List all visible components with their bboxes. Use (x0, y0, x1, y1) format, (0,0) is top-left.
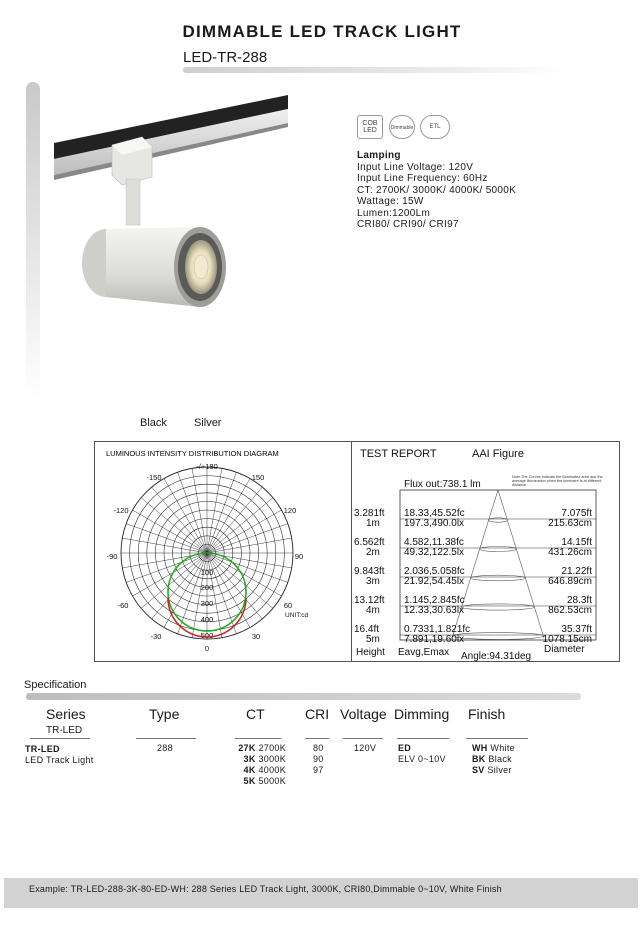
series-code: TR-LED (25, 744, 60, 754)
etl-listed-badge: ETL (420, 115, 450, 139)
report-dist-m: 1m (366, 518, 380, 529)
finish-option: SV Silver (472, 765, 512, 775)
angle-label-180: -/+180 (196, 462, 218, 471)
angle-label-120: 120 (283, 506, 297, 515)
test-report-note: Note:The Curves indicate the illuminated area and the average illumination when the luminaire is at different distance. (512, 475, 603, 487)
report-fc: 4.582,11.38fc (404, 537, 464, 548)
angle-label-60: 60 (283, 601, 293, 610)
angle-label-0: 0 (204, 644, 210, 653)
type-underline (136, 738, 196, 739)
test-report-title: TEST REPORT (360, 448, 437, 460)
col-cri: CRI (305, 706, 330, 722)
radial-label-100: 100 (200, 568, 214, 577)
page-title: DIMMABLE LED TRACK LIGHT (182, 22, 462, 41)
dimming-desc: ELV 0~10V (398, 754, 446, 764)
lamping-heading: Lamping (357, 150, 401, 161)
angle-label-30: 30 (251, 632, 261, 641)
dimming-underline (397, 738, 449, 739)
footer-diameter: Diameter (544, 644, 585, 655)
angle-label-m150: -150 (146, 473, 162, 482)
cri-options (313, 743, 324, 776)
col-dimming: Dimming (394, 706, 450, 722)
report-lx: 21.92,54.45lx (404, 576, 465, 587)
col-series: Series (46, 706, 86, 722)
finish-codes (472, 743, 515, 776)
report-lx: 7.891,19.60lx (404, 634, 465, 645)
aai-ring (471, 575, 526, 581)
report-dia-cm: 431.26cm (548, 547, 592, 558)
ct-option: 5K 5000K (243, 776, 286, 786)
col-type: Type (149, 706, 180, 722)
aai-ring (480, 547, 517, 552)
test-report-subtitle: AAI Figure (472, 448, 524, 460)
report-fc: 0.7331,1.821fc (404, 624, 471, 635)
spec-cri: CRI80/ CRI90/ CRI97 (357, 219, 459, 230)
cri-option: 97 (313, 765, 324, 775)
spec-wattage: Wattage: 15W (357, 196, 424, 207)
radial-label-200: 200 (200, 583, 214, 592)
col-voltage: Voltage (340, 706, 387, 722)
example-text: Example: TR-LED-288-3K-80-ED-WH: 288 Series LED Track Light, 3000K, CRI80,Dimmable 0~10V, White Finish (29, 884, 502, 894)
radial-label-400: 400 (200, 615, 214, 624)
report-dia-cm: 215.63cm (548, 518, 592, 529)
voltage-underline (343, 738, 383, 739)
cob-led-badge (357, 115, 383, 139)
finish-underline (466, 738, 528, 739)
model-number: LED-TR-288 (183, 49, 268, 66)
ct-options (222, 743, 286, 787)
angle-label-90: 90 (294, 552, 304, 561)
report-dist-ft: 16.4ft (354, 624, 380, 635)
angle-label-m90: -90 (106, 552, 118, 561)
angle-label-m120: -120 (113, 506, 129, 515)
dimmable-badge: Dimmable (389, 115, 415, 139)
report-dia-ft: 28.3ft (566, 595, 592, 606)
specification-bar (26, 693, 581, 700)
report-dist-ft: 13.12ft (354, 595, 385, 606)
polar-diagram (95, 442, 351, 661)
report-lx: 49.32,122.5lx (404, 547, 465, 558)
finish-option: WH White (472, 743, 515, 753)
aai-ring (489, 518, 508, 522)
cri-option: 80 (313, 743, 324, 753)
ct-option: 27K 2700K (238, 743, 286, 753)
product-photo (54, 95, 288, 317)
report-fc: 2.036,5.058fc (404, 566, 465, 577)
radial-label-300: 300 (200, 599, 214, 608)
dimming-code: ED (398, 743, 412, 753)
lamping-specs (357, 150, 516, 231)
spec-frequency: Input Line Frequency: 60Hz (357, 173, 488, 184)
report-dia-cm: 1078.15cm (542, 634, 592, 645)
spec-ct: CT: 2700K/ 3000K/ 4000K/ 5000K (357, 184, 517, 196)
voltage-value: 120V (354, 743, 377, 753)
footer-angle: Angle:94.31deg (461, 651, 532, 661)
polar-unit: UNIT:cd (285, 612, 309, 619)
aai-ring (462, 604, 535, 610)
report-dist-m: 2m (366, 547, 380, 558)
report-dia-cm: 646.89cm (548, 576, 592, 587)
report-dia-ft: 35.37ft (561, 624, 592, 635)
angle-label-150: 150 (251, 473, 265, 482)
finish-label-black: Black (140, 417, 167, 429)
finish-label-silver: Silver (193, 417, 222, 429)
spec-voltage: Input Line Voltage: 120V (357, 161, 474, 173)
series-desc: LED Track Light (25, 755, 94, 765)
ct-option: 4K 4000K (243, 765, 286, 775)
report-dist-m: 5m (366, 634, 380, 645)
series-sub: TR-LED (46, 725, 83, 736)
finish-option: BK Black (472, 754, 512, 764)
radial-label-500: 500 (200, 631, 214, 640)
report-dist-m: 4m (366, 605, 380, 616)
footer-eavg: Eavg,Emax (398, 647, 450, 658)
type-value: 288 (157, 743, 173, 753)
report-dist-m: 3m (366, 576, 380, 587)
cob-badge-line2: LED (363, 127, 377, 134)
col-ct: CT (246, 706, 265, 722)
col-finish: Finish (468, 706, 506, 722)
report-dist-ft: 9.843ft (354, 566, 385, 577)
report-fc: 1.145,2.845fc (404, 595, 465, 606)
angle-label-m30: -30 (150, 632, 162, 641)
report-dia-ft: 14.15ft (561, 537, 592, 548)
ct-underline (235, 738, 281, 739)
cob-badge-line1: COB (362, 120, 378, 127)
report-dist-ft: 6.562ft (354, 537, 385, 548)
report-dia-ft: 21.22ft (561, 566, 592, 577)
polar-title: LUMINOUS INTENSITY DISTRIBUTION DIAGRAM (106, 449, 279, 458)
report-fc: 18.33,45.52fc (404, 508, 465, 519)
footer-height: Height (356, 647, 385, 658)
series-underline (30, 738, 90, 739)
finish-labels (140, 417, 245, 429)
specification-label: Specification (24, 679, 87, 691)
report-dia-cm: 862.53cm (548, 605, 592, 616)
side-decor-bar (26, 82, 40, 400)
report-lx: 12.33,30.63lx (404, 605, 465, 616)
ct-option: 3K 3000K (243, 754, 286, 764)
flux-value: Flux out:738.1 lm (404, 479, 481, 490)
cone-edge-right (498, 490, 544, 638)
report-dia-ft: 7.075ft (561, 508, 592, 519)
spec-lumen: Lumen:1200Lm (357, 207, 431, 219)
report-dist-ft: 3.281ft (354, 508, 385, 519)
cri-underline (305, 738, 329, 739)
angle-label-m60: -60 (117, 601, 129, 610)
report-lx: 197.3,490.0lx (404, 518, 465, 529)
cri-option: 90 (313, 754, 324, 764)
test-report (352, 442, 620, 661)
model-underline-bar (183, 67, 563, 73)
